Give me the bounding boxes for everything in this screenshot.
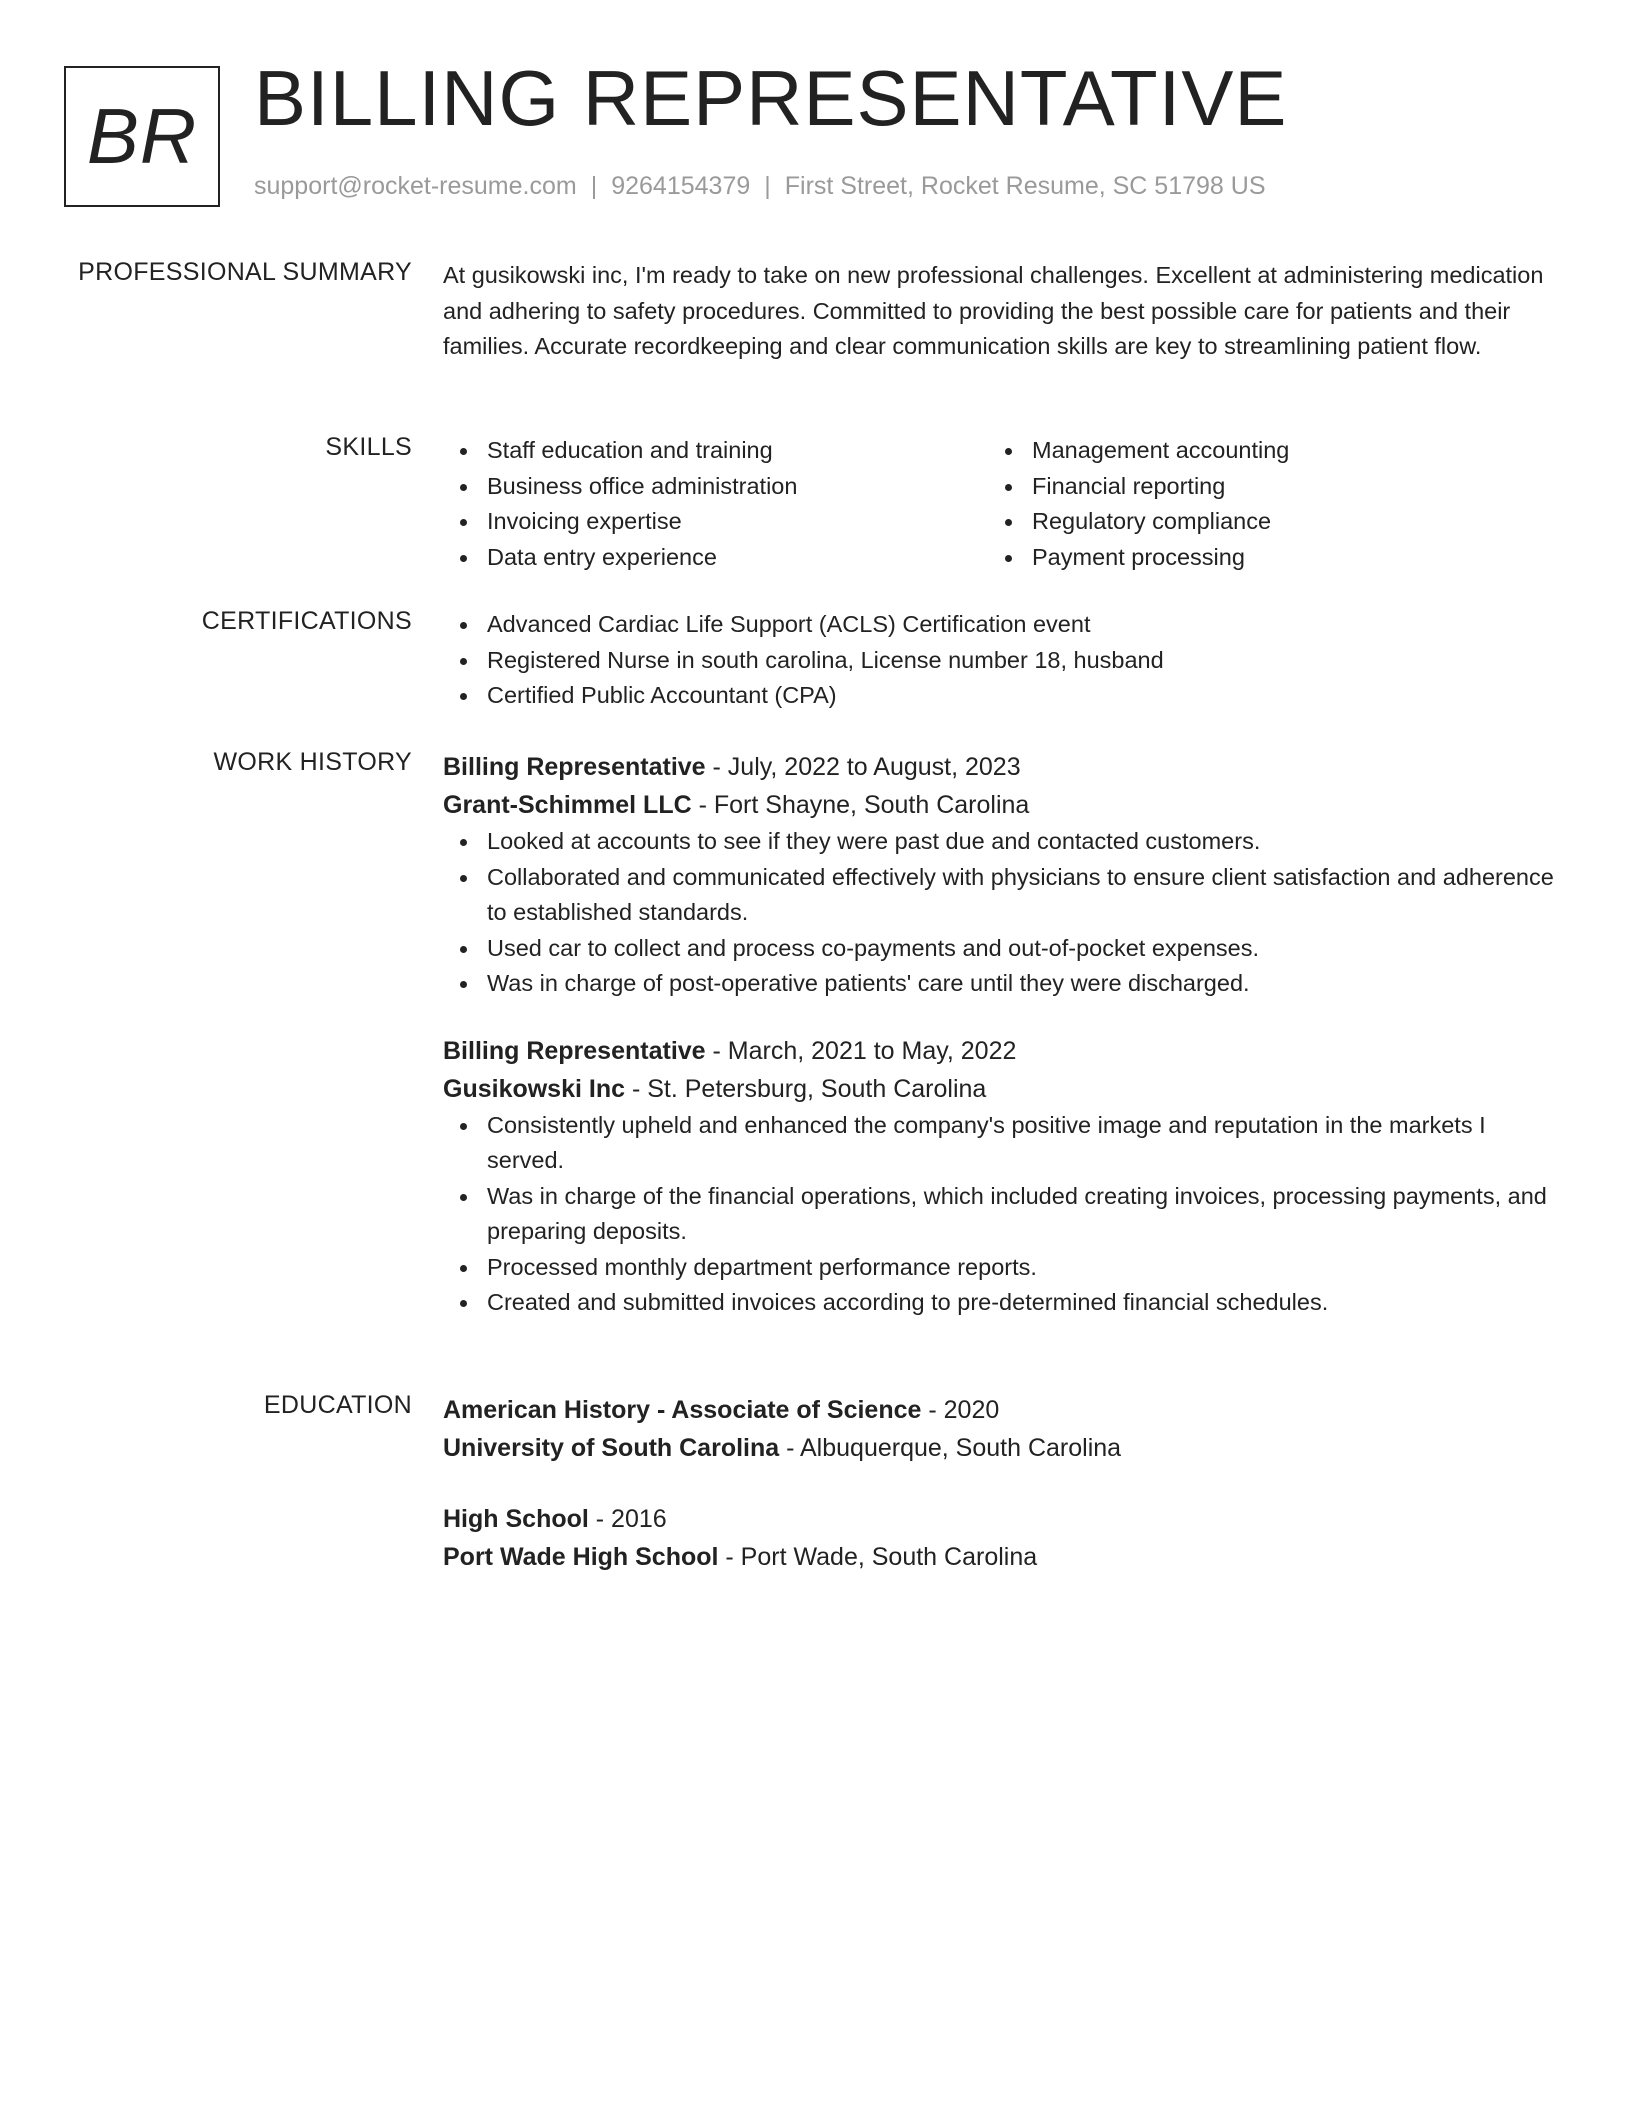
skill-item: Management accounting [1032,433,1533,469]
education-entry [443,1500,1563,1576]
job-bullet: Looked at accounts to see if they were past due and contacted customers. [487,824,1563,860]
skills-heading: SKILLS [325,433,412,461]
job-title-line [443,748,1563,786]
contact-separator: | [590,172,598,200]
skill-item: Business office administration [487,469,988,505]
job-location: - Fort Shayne, South Carolina [691,791,1030,819]
education-degree: High School [443,1505,589,1533]
certifications-heading: CERTIFICATIONS [201,607,412,635]
skills-grid [443,433,1563,575]
education-degree-line [443,1391,1563,1429]
job-bullets [443,824,1563,1002]
education-school: University of South Carolina [443,1434,780,1462]
skills-column-left [443,433,988,575]
skills-column-right [988,433,1533,575]
education-year: - 2020 [921,1396,1000,1424]
skills-body [443,433,1563,575]
education-location: - Port Wade, South Carolina [718,1543,1038,1571]
certification-item: Advanced Cardiac Life Support (ACLS) Certification event [487,607,1563,643]
work-history-body [443,748,1563,1321]
education-degree: American History - Associate of Science [443,1396,922,1424]
education-school-line [443,1429,1563,1467]
education-year: - 2016 [588,1505,667,1533]
job-bullet: Consistently upheld and enhanced the company's positive image and reputation in the markets I served. [487,1108,1563,1179]
job-title-line [443,1032,1563,1070]
job-dates: - July, 2022 to August, 2023 [705,753,1021,781]
job-title: Billing Representative [443,1036,706,1065]
job-bullet: Was in charge of the financial operations, which included creating invoices, processing payments, and preparing deposits. [487,1179,1563,1250]
job-bullets [443,1108,1563,1321]
job-company-line [443,786,1563,824]
education-body [443,1391,1563,1576]
skills-list-right [988,433,1533,575]
education-entry [443,1391,1563,1467]
summary-text: At gusikowski inc, I'm ready to take on new professional challenges. Excellent at administering medication and adhering to safety procedures. Committed to providing the best possible care for patients and their families. Accurate recordkeeping and clear communication skills are key to streamlining patient flow. [443,262,1544,359]
job-company-line [443,1070,1563,1108]
skill-item: Invoicing expertise [487,504,988,540]
work-history-heading: WORK HISTORY [213,748,412,776]
contact-address: First Street, Rocket Resume, SC 51798 US [784,172,1266,200]
job-bullet: Was in charge of post-operative patients' care until they were discharged. [487,966,1563,1002]
skill-item: Payment processing [1032,540,1533,576]
skill-item: Staff education and training [487,433,988,469]
summary-body [443,258,1563,365]
contact-email[interactable]: support@rocket-resume.com [254,172,577,200]
education-degree-line [443,1500,1563,1538]
job-company: Grant-Schimmel LLC [443,791,692,819]
skill-item: Regulatory compliance [1032,504,1533,540]
education-heading: EDUCATION [263,1391,412,1419]
job-bullet: Created and submitted invoices according to pre-determined financial schedules. [487,1285,1563,1321]
job-dates: - March, 2021 to May, 2022 [705,1036,1017,1065]
monogram-badge: BR [64,66,220,207]
certifications-body [443,607,1563,714]
education-location: - Albuquerque, South Carolina [779,1434,1122,1462]
skill-item: Data entry experience [487,540,988,576]
job-company: Gusikowski Inc [443,1074,626,1103]
education-school: Port Wade High School [443,1543,719,1571]
certification-item: Registered Nurse in south carolina, License number 18, husband [487,643,1563,679]
summary-heading: PROFESSIONAL SUMMARY [78,258,412,286]
contact-line [254,172,1266,201]
job-title: Billing Representative [443,753,706,781]
job-entry [443,748,1563,1002]
page-title: BILLING REPRESENTATIVE [254,54,1288,142]
certifications-list [443,607,1563,714]
job-entry [443,1032,1563,1321]
contact-phone[interactable]: 9264154379 [611,172,751,200]
job-bullet: Used car to collect and process co-payments and out-of-pocket expenses. [487,931,1563,967]
job-location: - St. Petersburg, South Carolina [625,1074,987,1103]
skill-item: Financial reporting [1032,469,1533,505]
contact-separator: | [764,172,771,200]
skills-list-left [443,433,988,575]
job-bullet: Processed monthly department performance reports. [487,1250,1563,1286]
job-bullet: Collaborated and communicated effectively with physicians to ensure client satisfaction and adherence to established standards. [487,860,1563,931]
education-school-line [443,1538,1563,1576]
certification-item: Certified Public Accountant (CPA) [487,678,1563,714]
